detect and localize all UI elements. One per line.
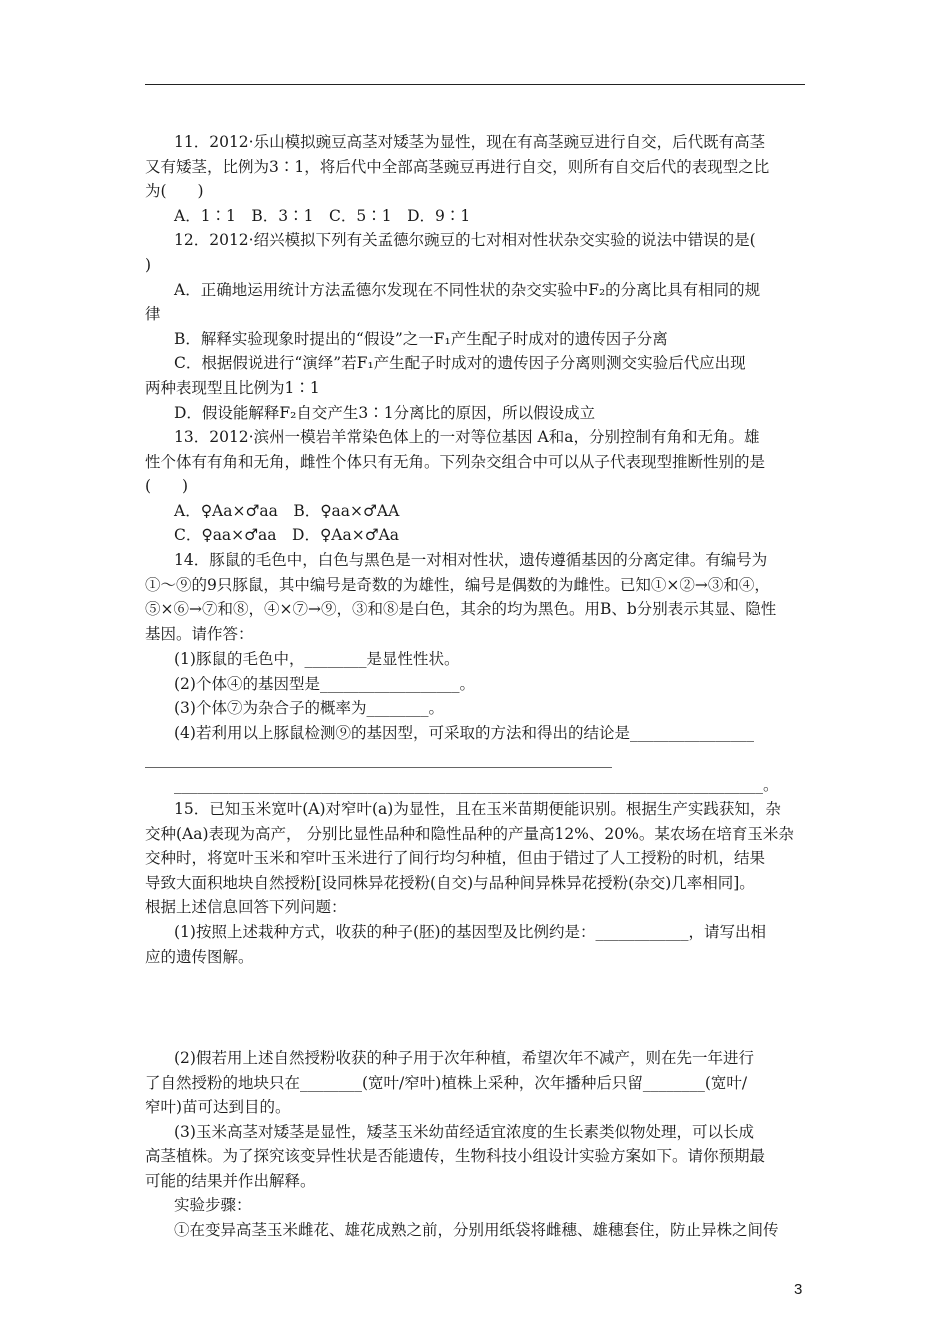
q14-line-1: 14．豚鼠的毛色中，白色与黑色是一对相对性状，遗传遵循基因的分离定律。有编号为 (174, 551, 768, 569)
q13-line-3: ( ) (145, 477, 189, 495)
q12-option-c-2: 两种表现型且比例为1∶1 (145, 379, 320, 397)
q15-line-1: 15．已知玉米宽叶(A)对窄叶(a)为显性，且在玉米苗期便能识别。根据生产实践获知，杂 (174, 800, 781, 818)
q14-answer-line: ____________________________________________________________________________。 (174, 776, 779, 794)
q12-option-a-2: 律 (145, 305, 161, 323)
q14-part-1: (1)豚鼠的毛色中，________是显性性状。 (174, 650, 460, 668)
q13-options-cd: C．♀aa×♂aa D．♀Aa×♂Aa (174, 526, 400, 544)
q14-part-3: (3)个体⑦为杂合子的概率为________。 (174, 699, 444, 717)
experiment-steps-heading: 实验步骤： (174, 1196, 252, 1214)
q11-options: A．1∶1 B．3∶1 C．5∶1 D．9∶1 (174, 207, 471, 225)
q15-line-4: 导致大面积地块自然授粉[设同株异花授粉(自交)与品种间异株异花授粉(杂交)几率相同]。 (145, 874, 755, 892)
page-number: 3 (794, 1281, 803, 1298)
q14-part-4: (4)若利用以上豚鼠检测⑨的基因型，可采取的方法和得出的结论是________________ (174, 724, 754, 742)
q15-part-3-line-2: 高茎植株。为了探究该变异性状是否能遗传，生物科技小组设计实验方案如下。请你预期最 (145, 1147, 766, 1165)
q13-line-2: 性个体有有角和无角，雌性个体只有无角。下列杂交组合中可以从子代表现型推断性别的是 (145, 453, 766, 471)
experiment-step-1: ①在变异高茎玉米雌花、雄花成熟之前，分别用纸袋将雌穗、雄穗套住，防止异株之间传 (174, 1221, 779, 1239)
q12-option-a-1: A．正确地运用统计方法孟德尔发现在不同性状的杂交实验中F₂的分离比具有相同的规 (174, 281, 761, 299)
q13-line-1: 13．2012·滨州一模岩羊常染色体上的一对等位基因 A和a，分别控制有角和无角。雄 (174, 428, 760, 446)
q11-line-3: 为( ) (145, 182, 204, 200)
q14-line-4: 基因。请作答： (145, 625, 254, 643)
q12-option-b: B．解释实验现象时提出的“假设”之一F₁产生配子时成对的遗传因子分离 (174, 330, 668, 348)
q15-part-2-line-3: 窄叶)苗可达到目的。 (145, 1098, 291, 1116)
q11-line-1: 11．2012·乐山模拟豌豆高茎对矮茎为显性，现在有高茎豌豆进行自交，后代既有高茎 (174, 133, 766, 151)
q14-line-2: ①～⑨的9只豚鼠，其中编号是奇数的为雄性，编号是偶数的为雌性。已知①×②→③和④， (145, 576, 770, 594)
q15-line-3: 交种时，将宽叶玉米和窄叶玉米进行了间行均匀种植，但由于错过了人工授粉的时机，结果 (145, 849, 766, 867)
q12-option-d: D．假设能解释F₂自交产生3∶1分离比的原因，所以假设成立 (174, 404, 596, 422)
q12-line-2: ) (145, 256, 152, 274)
q15-part-1-line-2: 应的遗传图解。 (145, 948, 254, 966)
q15-part-2-line-1: (2)假若用上述自然授粉收获的种子用于次年种植，希望次年不减产，则在先一年进行 (174, 1049, 754, 1067)
q11-line-2: 又有矮茎，比例为3∶1，将后代中全部高茎豌豆再进行自交，则所有自交后代的表现型之比 (145, 158, 770, 176)
q15-part-1-line-1: (1)按照上述栽种方式，收获的种子(胚)的基因型及比例约是：____________，请写出相 (174, 923, 767, 941)
q14-part-2: (2)个体④的基因型是__________________。 (174, 675, 475, 693)
q13-options-ab: A．♀Aa×♂aa B．♀aa×♂AA (174, 502, 400, 520)
answer-blank-line (145, 767, 612, 768)
q12-line-1: 12．2012·绍兴模拟下列有关孟德尔豌豆的七对相对性状杂交实验的说法中错误的是( (174, 231, 756, 249)
q15-line-2: 交种(Aa)表现为高产， 分别比显性品种和隐性品种的产量高12%、20%。某农场在培育玉米杂 (145, 825, 794, 843)
q15-part-3-line-3: 可能的结果并作出解释。 (145, 1172, 316, 1190)
q14-line-3: ⑤×⑥→⑦和⑧，④×⑦→⑨，③和⑧是白色，其余的均为黑色。用B、b分别表示其显、隐性 (145, 600, 777, 618)
header-rule (145, 84, 805, 85)
q15-part-3-line-1: (3)玉米高茎对矮茎是显性，矮茎玉米幼苗经适宜浓度的生长素类似物处理，可以长成 (174, 1123, 754, 1141)
q15-line-5: 根据上述信息回答下列问题： (145, 898, 347, 916)
q12-option-c-1: C．根据假说进行“演绎”若F₁产生配子时成对的遗传因子分离则测交实验后代应出现 (174, 354, 746, 372)
q15-part-2-line-2: 了自然授粉的地块只在________(宽叶/窄叶)植株上采种，次年播种后只留________(宽叶/ (145, 1074, 748, 1092)
